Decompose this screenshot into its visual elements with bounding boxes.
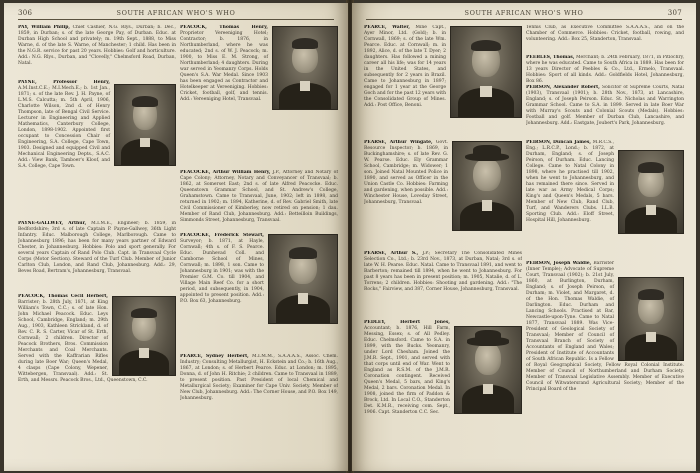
portrait-photo bbox=[268, 234, 338, 324]
entry-name: PEIRSON, Alexander Robert, bbox=[526, 85, 600, 90]
entry-body: M.I.M.E., Engineer; b. 1859, in Bedfordshire; 3rd s. of late Captain P. Payne-Gallwey, 36th Light Infantry. Educ. Malborough College, Marlborough. Came to Johannesburg 1896; has been for many years partner of Edward Chester, in Johannesburg. Hobbies: Polo and sport generally. For several years Captain of Rand Polo Club. Capt. in Transvaal Cycle Corps (Motor Section). Steward of the Turf Club. Member of Junior Carlton Club, London, and Rand Club, Johannesburg. Add.: 29, Beves Road, Bertram's, Johannesburg, Transvaal. bbox=[18, 221, 176, 274]
entry-name: PEIRSON, Joseph Waldie, bbox=[526, 261, 592, 266]
biography-entry bbox=[364, 251, 522, 317]
right-page-header bbox=[366, 9, 682, 19]
biography-entry bbox=[364, 25, 522, 137]
portrait-photo bbox=[618, 150, 684, 234]
biography-entry bbox=[364, 320, 522, 467]
portrait-photo bbox=[450, 26, 522, 118]
portrait-photo bbox=[452, 141, 522, 231]
biography-entry bbox=[364, 140, 522, 248]
entry-body: Surveyor; b. 1871, at Hayle, Cornwall; 4th s. of F. S. Pearce. Educ. Dunhevad Coll. and Camborne School of Mines, Cornwall; m. 1898, 1 son. Came to Johannesburg in 1901; was with the Premier G.M. Co. till 1904, and Village Main Reef Co. for a short period, and subsequently, in 1904, appointed to present position. Add.: P.O. Box 63, Johannesburg. bbox=[180, 239, 264, 304]
entry-name: PEDLEY, Herbert Jones, bbox=[364, 320, 450, 325]
entry-name: PAYNE-GALLWEY, Arthur, bbox=[18, 221, 87, 226]
biography-entry bbox=[526, 85, 684, 137]
page-number: 307 bbox=[667, 9, 682, 17]
biography-entry bbox=[180, 354, 338, 464]
entry-name: PEACOCK, Thomas Cecil Herbert, bbox=[18, 294, 108, 299]
entry-body: M.I.M.M., S.A.A.A.S., Assoc. Chem. Industry; Consulting Metallurgist, H. Eckstein and Co.; b. 16th Aug., 1867, at London; s. of Herbert Pearce. Educ. at London; m. 1895, Donna, d. of John H. Ritchie; 2 children. Came to Transvaal in 1889, to present position. Past President of local Chemical and Metallurgical Society; Examiner for Cape Univ. Society. Member of New Club, Johannesburg. Add.: The Corner House, and P.O. Box 149, Johannesburg. bbox=[180, 354, 338, 401]
biography-entry bbox=[526, 261, 684, 461]
right-page-column-1 bbox=[364, 25, 522, 467]
entry-name: PEACOCK, Thomas Henry, bbox=[180, 25, 268, 30]
entry-body: J.P., Attorney and Notary of Cape Colony; Attorney, Notary and Conveyancer of Transvaal; b. 1862, at Somerset East; 2nd s. of late Alfred Peacocke. Educ. Queenstown Grammar School, and St. Andrew's College, Grahamstown. Came to Transvaal, June, 1902; left in 1898, and returned in 1902; m. 1894, Katherine, d. of Rev. Gabriel Smith, late Civil Commissioner of Kimberley, now retired on pension; 1 dau. Member of Rand Club, Johannesburg. Add.: Betteilloin Buildings, Simmonds Street, Johannesburg, Transvaal. bbox=[180, 170, 338, 223]
left-page-column-2 bbox=[180, 25, 338, 467]
entry-body: Proprietor Vereeniging Hotel; Contractor; b. 1876, in Northumberland, where he was educated; 2nd s. of W. J. Peacock; m. 1900, to Miss E. M. Strong, of Northumberland; 4 daughters. During war served in Yeomanry Corps. Holds Queen's S.A. War Medal. Since 1903 has been engaged as Contractor and Hotelkeeper at Vereeniging. Hobbies: Cricket, football, golf, and tennis. Add.: Vereeniging Hotel, Transvaal. bbox=[180, 31, 268, 102]
left-page bbox=[4, 3, 348, 471]
biography-entry bbox=[18, 25, 176, 72]
entry-body: Govt. Resource Inspector; b. 1869, in Buckinghamshire; s. of late Rev. G. W. Pearse. Educ. Ely Grammar School, Cambridge; m. Widower; 1 son. Joined Natal Mounted Police in 1890, and served as Officer in the Union Castle Co. Hobbies: Farming and gardening, when possible. Add.: Winchester House, Loveday Street, Johannesburg, Transvaal. bbox=[364, 140, 448, 205]
running-head: SOUTH AFRICAN WHO'S WHO bbox=[464, 9, 584, 17]
entry-body: Merchant; b. 24th February, 1871, in Pitlochry, where he was educated. Came to South Africa in 1889. Has been for 13 years Director of Peebles & Co., Ltd., Ermelo, Transvaal. Hobbies: Sport of all kinds. Add.: Goldfields Hotel, Johannesburg, Box 86. bbox=[526, 55, 684, 82]
entry-body: Mine Capt., Ayer Minor, Ltd. (Gold); b. in Cornwall, 1869; s. of the late Wm. Pearce. Educ. at Cornwall; m. in 1892, Alice, d. of the late T. Dyer; 2 daughters. Has followed a mining career all his life; was for 14 years in the United States, and subsequently for 2 years in Brazil. Came to Johannesburg in 1897; engaged for 1 year at the George Goch and for the past 12 years with the Consolidated Group of Mines. Add.: Post Office, Benoni. bbox=[364, 25, 446, 108]
portrait-photo bbox=[454, 326, 522, 414]
entry-body: Tennis Club, as Executive Committee S.A.A.A.S., and on the Chamber of Commerce. Hobbies: Cricket, football, rowing, and volunteering. Add.: Box 25, Standerton, Transvaal. bbox=[526, 25, 684, 42]
entry-body: M.R.C.S., Eng.; L.R.C.P., Lond.; b. 1872, at Durham, England; s. of Joseph Peirson, of Durham. Educ. Lancing College. Came to Natal Colony in 1898, where he practised till 1902, when he went to Johannesburg, and has remained there since. Served in late war as Army Medical Corps; King's and Queen's Medals, 5 bars. Member of New Club, Rand Club, Turf, and Wanderers Clubs. I.L.B. Sporting Club. Add.: Eloff Street, Hospital Hill, Johannesburg. bbox=[526, 140, 614, 223]
entry-body: Barrister (Inner Temple); Advocate of Supreme Court, Transvaal (1902); b. 21st July, 1860, at Burlington, Durham, England; s. of Joseph Peirson, of Durham; m. Violet, and Margaret, d. of the Hon. Thomas Waldie, of Darlington. Educ. Durham and Lancing Schools. Practised at Bar, Newcastle-upon-Tyne. Came to Natal 1877, Transvaal 1889. Was Vice-President of Geological Society of Transvaal; Member of Council of Transvaal Branch of Society of Accountants of England and Wales; President of Institute of Accountants of South African Republic. Is a Fellow of Royal Geographical Society, Fellow Royal Colonial Institute. Member of Council of Northumberland and Durham Society. Member of Transvaal Legislative Assembly. Member of Executive Council of Witwatersrand Agricultural Society; Member of the Principal Board of the bbox=[526, 261, 684, 392]
entry-body: Barrister; b. 28th July, 1871, at King William's Town, C.C.; s. of late Hon. John Michael Peacock. Educ. Leys School, Cambridge, England; m. 29th Aug., 1903, Kathleen Strickland, d. of Rev. C. R. S. Carter, Vicar of St. Erth, Cornwall; 2 children. Director of Peacock Brothers, Bros. Commission Merchants and Coal Merchants. Served with the Kaffrarian Rifles during late Boer War; Queen's Medal, 4 clasps (Cape Colony, Wepener, Wittebergen, Transvaal). Add.: St. Erth, and Messrs. Peacock Bros., Ltd., Queenstown, C.C. bbox=[18, 300, 148, 383]
entry-body: A.M.Inst.C.E.; M.I.Mech.E.; b. 1st Jan., 1871; s. of the late Rev. J. H. Payne, of L.M.S. Calcutta; m. 5th April, 1906, Charlotte Wilson, 2nd d. of Henry Thompson, late of Bengal Civil Service. Lecturer in Engineering and Applied Mathematics, Canterbury College, London, 1898-1902. Appointed first occupant to Concession Chair of Engineering, S.A. College, Cape Town, 1903. Designed and equipped Civil and Mechanical Engineering Depts., S.A.C. Add.: View Bank, Tamboer's Kloof, and S.A. College, Cape Town. bbox=[18, 86, 110, 169]
header-rule bbox=[366, 19, 682, 20]
biography-entry bbox=[18, 294, 176, 444]
portrait-photo bbox=[618, 277, 684, 361]
right-page bbox=[352, 3, 696, 471]
entry-body: Solicitor of Supreme Courts, Natal (1903), Transvaal (1901); b. 28th Nov., 1873, at Lancashire, England; s. of Joseph Peirson. Educ. St. Nicholas and Warrington Grammar School. Came to S.A. in 1899. Served in late Boer War with Murray's Scouts and Colonial Scouts (Medals). Hobbies: Football and golf. Member of Durban Club, Lancashire, and Johannesburg. Add.: Eastgate, Joubert's Park, Johannesburg. bbox=[526, 85, 684, 126]
portrait-photo bbox=[114, 84, 176, 166]
entry-name: PEARCE, Walter, bbox=[364, 25, 410, 30]
page-number: 306 bbox=[18, 9, 33, 17]
portrait-photo bbox=[112, 296, 176, 376]
biography-entry bbox=[180, 170, 338, 230]
biography-entry bbox=[526, 55, 684, 82]
entry-name: PAYNE, Professor Henry, bbox=[18, 80, 110, 85]
right-page-column-2 bbox=[526, 25, 684, 467]
entry-name: PAY, William Philip, bbox=[18, 25, 70, 30]
biography-entry bbox=[180, 25, 338, 167]
biography-entry bbox=[18, 80, 176, 218]
entry-body: J.P.; Secretary The Consolidated Mines Selection Co., Ltd.; b. 23rd Nov., 1873, at Durban, Natal; 3rd s. of late W. H. Pearse. Educ. Natal. Came to Transvaal 1891, and went to Barberton; remained till 1894, when he went to Johannesburg. For past 8 years has been in present position; m. 1905, Natalie, d. of L. Torrens; 2 children. Hobbies: Shooting and gardening. Add.: "The Rocks," Fairview, and 387, Corner House, Johannesburg, Transvaal. bbox=[364, 251, 522, 292]
left-page-column-1 bbox=[18, 25, 176, 467]
running-head: SOUTH AFRICAN WHO'S WHO bbox=[116, 9, 236, 17]
header-rule bbox=[18, 19, 334, 20]
entry-body: Accountant; b. 1876, Hill Farm, Messing, Essex; s. of All Pedley. Educ. Chelmsford. Came to S.A. in 1899, with the Bucks. Yeomanry, under Lord Chesham. Joined the J.M.R. Sept., 1901, and served with that corps until end of War. Went to England as R.S.M. of the J.M.R. Coronation contingent. Received Queen's Medal, 5 bars, and King's Medal, 2 bars. Coronation Medal. In 1908, joined the firm of Paddon & Brock, Ltd. In Local C.O., Standerton Det. K.M.R., receiving com. Sept., 1906. Capt. Standerton C.C. Sec. bbox=[364, 326, 450, 415]
entry-name: PEARSE, Arthur S., bbox=[364, 251, 419, 256]
entry-name: PEEBLES, Thomas, bbox=[526, 55, 575, 60]
entry-name: PEIRSON, Duncan James, bbox=[526, 140, 591, 145]
portrait-photo bbox=[272, 26, 338, 110]
entry-name: PEARSE, Arthur Wingate, bbox=[364, 140, 433, 145]
entry-name: PEARCE, Sydney Herbert, bbox=[180, 354, 249, 359]
biography-entry bbox=[526, 140, 684, 258]
entry-name: PEACOCKE, Frederick Stewart, bbox=[180, 233, 264, 238]
biography-entry bbox=[526, 25, 684, 52]
left-page-header bbox=[18, 9, 334, 19]
entry-body: Chief Cashier, N.G. Rlys., Durban; b. Dec., 1859, in Durban; s. of the late George Pay, of Durban. Educ. at Durban High School and privately; m. 19th Sept., 1888, to Miss Warne, d. of the late S. Warne, of Manchester; 1 child. Has been in the N.G.R. service for past 20 years. Hobbies: Golf and horticulture. Add.: N.G. Rlys., Durban, and "Clovelly," Chelmsford Road, Durban, Natal. bbox=[18, 25, 176, 66]
entry-name: PEACOCKE, Arthur William Henry, bbox=[180, 170, 271, 175]
biography-entry bbox=[18, 221, 176, 291]
biography-entry bbox=[180, 233, 338, 351]
